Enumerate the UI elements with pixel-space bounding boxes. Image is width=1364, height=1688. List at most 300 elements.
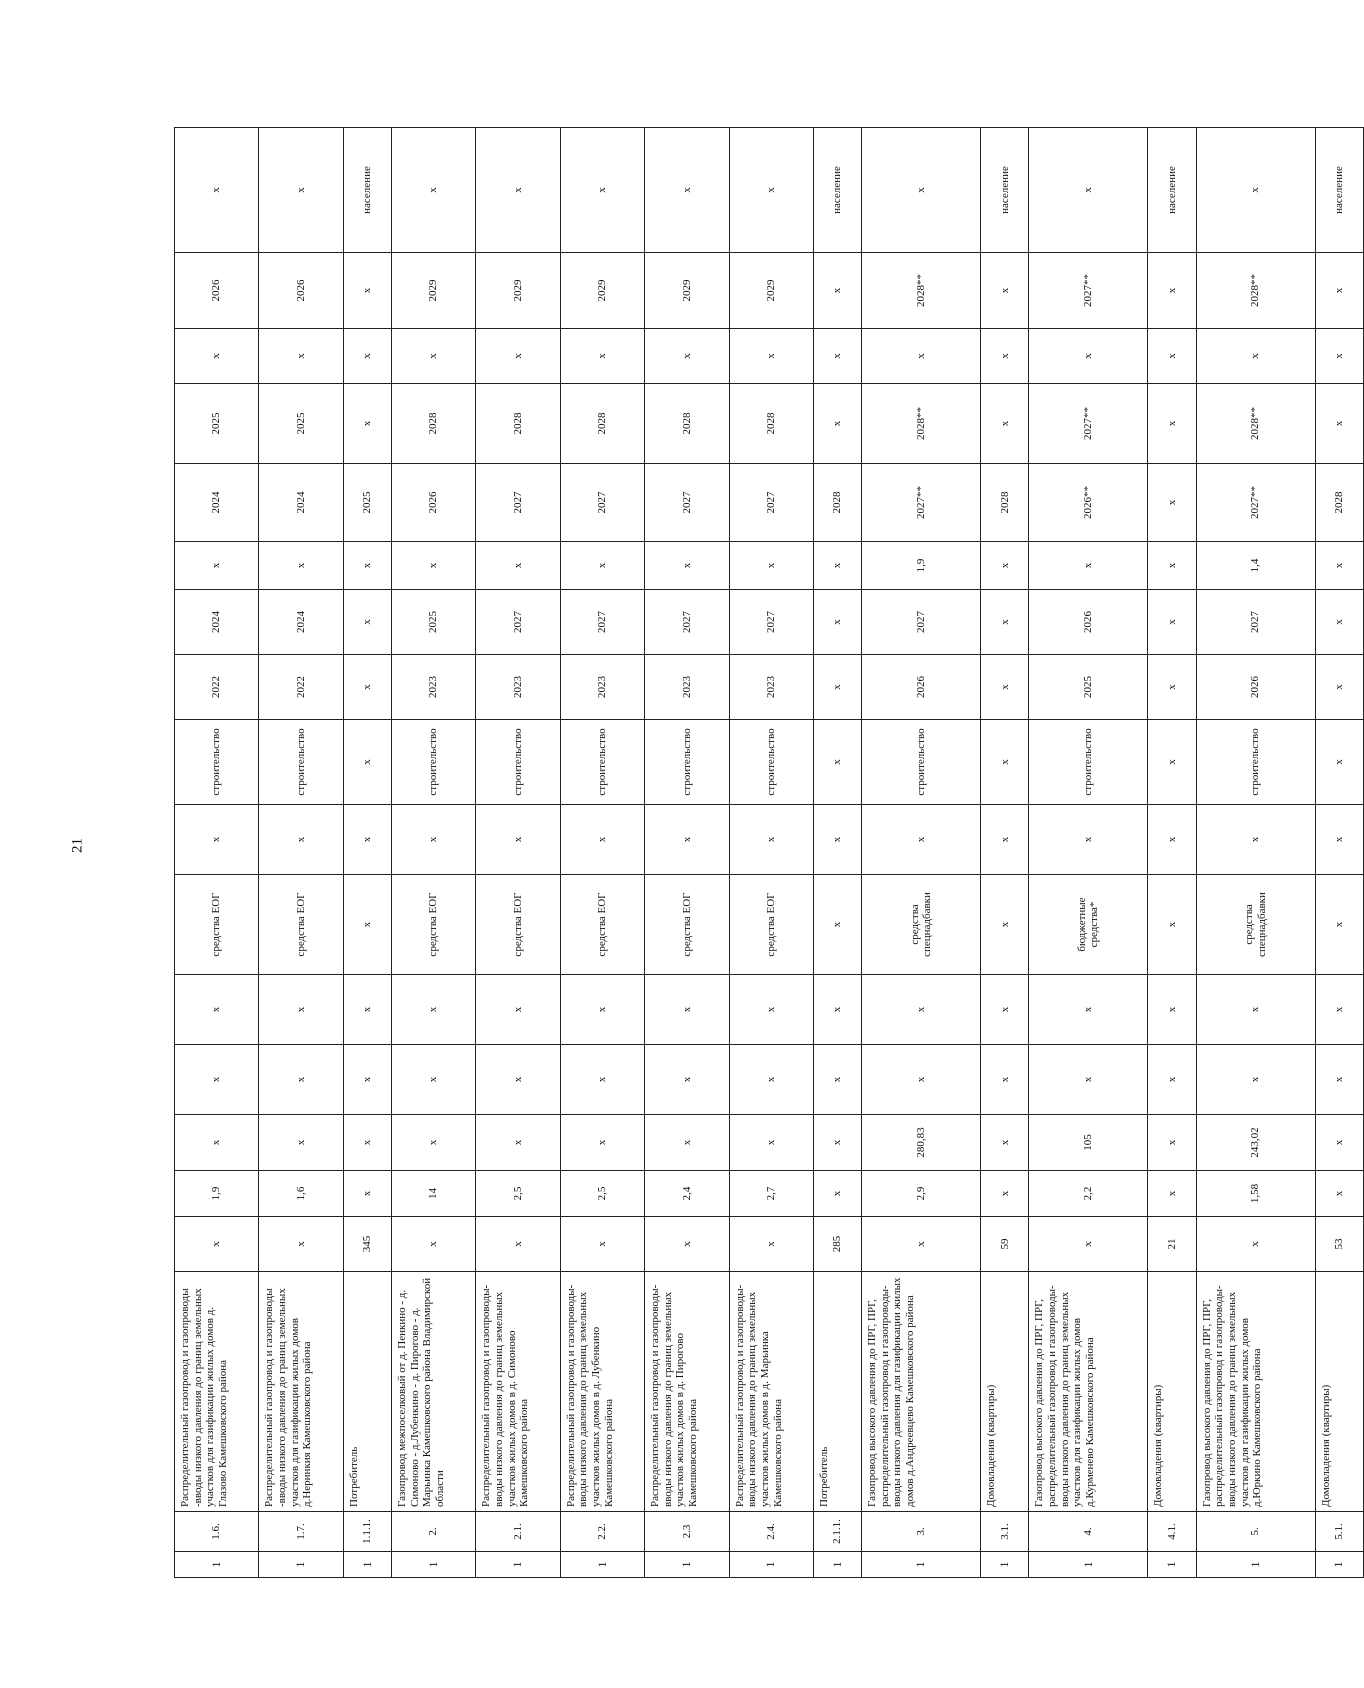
table-cell: 14 bbox=[391, 1171, 475, 1217]
table-cell: 2023 bbox=[729, 655, 813, 720]
table-cell: 2025 bbox=[1029, 655, 1148, 720]
table-cell: 2027 bbox=[1196, 590, 1315, 655]
table-cell: x bbox=[259, 329, 343, 384]
table-cell: x bbox=[175, 542, 259, 590]
table-cell: население bbox=[1315, 128, 1363, 253]
table-cell: 2024 bbox=[175, 590, 259, 655]
table-cell: x bbox=[476, 329, 560, 384]
table-cell: 1 bbox=[645, 1552, 729, 1578]
table-cell: средства спецнадбавки bbox=[1196, 875, 1315, 975]
table-cell: x bbox=[1196, 128, 1315, 253]
table-cell: средства ЕОГ bbox=[729, 875, 813, 975]
table-cell: x bbox=[981, 253, 1029, 329]
table-cell: 2,5 bbox=[560, 1171, 644, 1217]
table-cell: x bbox=[391, 1115, 475, 1171]
table-cell: 2023 bbox=[560, 655, 644, 720]
table-cell: 1.1.1. bbox=[343, 1512, 391, 1552]
table-cell: x bbox=[259, 1045, 343, 1115]
table-cell: население bbox=[1148, 128, 1196, 253]
object-name-cell: Распределительный газопровод и газопроводы -вводы низкого давления до границ земельных участков для газификации жилых домов д.Неринкия Камешковского района bbox=[259, 1272, 343, 1512]
table-body bbox=[175, 128, 1364, 1578]
object-name-cell: Домовладения (квартиры) bbox=[981, 1272, 1029, 1512]
table-cell: 2026 bbox=[1029, 590, 1148, 655]
table-cell: x bbox=[981, 720, 1029, 805]
table-cell: 2026 bbox=[391, 464, 475, 542]
table-cell: 2027** bbox=[1029, 384, 1148, 464]
object-name-cell: Газопровод высокого давления до ПРГ, ПРГ, распределительный газопровод и газопроводы-вводы низкого давления для газификации жилых домов д.Андреевцево Камешковского района bbox=[862, 1272, 981, 1512]
table-cell: x bbox=[1148, 590, 1196, 655]
table-cell: x bbox=[1148, 1171, 1196, 1217]
table-cell: x bbox=[645, 805, 729, 875]
object-name-cell: Газопровод высокого давления до ПРГ, ПРГ, распределительный газопровод и газопроводы-вводы низкого давления до границ земельных участков для газификации жилых домов д.Курменево Камешковского района bbox=[1029, 1272, 1148, 1512]
table-cell: x bbox=[645, 1045, 729, 1115]
table-cell: 1.7. bbox=[259, 1512, 343, 1552]
table-cell: x bbox=[343, 329, 391, 384]
table-cell: строительство bbox=[476, 720, 560, 805]
project-row bbox=[175, 128, 259, 1578]
table-cell: x bbox=[1315, 329, 1363, 384]
table-cell: x bbox=[175, 1217, 259, 1272]
table-cell: 1 bbox=[814, 1552, 862, 1578]
table-cell: x bbox=[560, 1045, 644, 1115]
table-cell: x bbox=[343, 1115, 391, 1171]
table-cell: 2028 bbox=[560, 384, 644, 464]
table-cell: x bbox=[1315, 975, 1363, 1045]
table-cell: 2028 bbox=[729, 384, 813, 464]
table-cell: x bbox=[1315, 384, 1363, 464]
table-cell: 2. bbox=[391, 1512, 475, 1552]
table-cell: 2029 bbox=[729, 253, 813, 329]
table-cell: 1 bbox=[476, 1552, 560, 1578]
table-cell: строительство bbox=[1196, 720, 1315, 805]
table-cell: x bbox=[645, 1115, 729, 1171]
table-cell: 2027** bbox=[1029, 253, 1148, 329]
consumer-row bbox=[814, 128, 862, 1578]
table-cell: x bbox=[391, 975, 475, 1045]
table-cell: строительство bbox=[259, 720, 343, 805]
table-cell: x bbox=[981, 590, 1029, 655]
object-name-cell: Газопровод межпоселковый от д. Пенкино - д. Симоново - д.Лубенкино - д. Пирогово - д. Марьинка Камешковского района Владимирской области bbox=[391, 1272, 475, 1512]
table-cell: 1,58 bbox=[1196, 1171, 1315, 1217]
table-cell: x bbox=[476, 1217, 560, 1272]
table-cell: x bbox=[814, 384, 862, 464]
table-cell: x bbox=[729, 542, 813, 590]
table-cell: средства ЕОГ bbox=[476, 875, 560, 975]
object-name-cell: Потребитель bbox=[343, 1272, 391, 1512]
table-cell: x bbox=[1196, 329, 1315, 384]
table-cell: x bbox=[1148, 655, 1196, 720]
table-cell: x bbox=[175, 975, 259, 1045]
table-cell: 1 bbox=[1196, 1552, 1315, 1578]
table-cell: x bbox=[981, 805, 1029, 875]
table-cell: x bbox=[1148, 975, 1196, 1045]
table-cell: x bbox=[1148, 542, 1196, 590]
table-cell: x bbox=[1315, 1171, 1363, 1217]
table-cell: x bbox=[862, 1045, 981, 1115]
table-cell: x bbox=[981, 542, 1029, 590]
table-cell: x bbox=[1196, 975, 1315, 1045]
table-cell: строительство bbox=[645, 720, 729, 805]
table-cell: 2.3 bbox=[645, 1512, 729, 1552]
table-cell: x bbox=[981, 1045, 1029, 1115]
table-cell: x bbox=[1029, 975, 1148, 1045]
table-cell: 1,9 bbox=[175, 1171, 259, 1217]
table-cell: x bbox=[729, 975, 813, 1045]
table-cell: строительство bbox=[391, 720, 475, 805]
table-cell: x bbox=[343, 1045, 391, 1115]
table-cell: строительство bbox=[862, 720, 981, 805]
table-cell: строительство bbox=[1029, 720, 1148, 805]
table-cell: 2,5 bbox=[476, 1171, 560, 1217]
table-cell: строительство bbox=[729, 720, 813, 805]
table-cell: 2,4 bbox=[645, 1171, 729, 1217]
table-cell: 2029 bbox=[476, 253, 560, 329]
table-cell: x bbox=[1148, 1045, 1196, 1115]
table-cell: 2028 bbox=[981, 464, 1029, 542]
table-cell: x bbox=[729, 128, 813, 253]
table-cell: 2.1.1. bbox=[814, 1512, 862, 1552]
table-cell: 1 bbox=[259, 1552, 343, 1578]
table-cell: x bbox=[175, 1115, 259, 1171]
table-cell: x bbox=[729, 805, 813, 875]
table-cell: 2029 bbox=[645, 253, 729, 329]
table-cell: 1,9 bbox=[862, 542, 981, 590]
table-cell: 345 bbox=[343, 1217, 391, 1272]
project-row bbox=[476, 128, 560, 1578]
table-cell: x bbox=[1315, 542, 1363, 590]
table-cell: x bbox=[175, 128, 259, 253]
project-row bbox=[645, 128, 729, 1578]
table-cell: x bbox=[729, 1045, 813, 1115]
table-cell: x bbox=[1196, 1045, 1315, 1115]
table-cell: x bbox=[1029, 1217, 1148, 1272]
table-cell: x bbox=[981, 384, 1029, 464]
table-cell: 2027 bbox=[729, 590, 813, 655]
table-cell: x bbox=[981, 975, 1029, 1045]
table-cell: 2028 bbox=[1315, 464, 1363, 542]
table-cell: 2028** bbox=[862, 384, 981, 464]
table-cell: 1,4 bbox=[1196, 542, 1315, 590]
table-cell: 1 bbox=[1029, 1552, 1148, 1578]
table-cell: 2029 bbox=[391, 253, 475, 329]
object-name-cell: Домовладения (квартиры) bbox=[1148, 1272, 1196, 1512]
table-cell: x bbox=[259, 1217, 343, 1272]
table-cell: 280,83 bbox=[862, 1115, 981, 1171]
table-cell: x bbox=[560, 805, 644, 875]
object-name-cell: Распределительный газопровод и газопроводы -вводы низкого давления до границ земельных участков для газификации жилых домов д. Глазово Камешковского района bbox=[175, 1272, 259, 1512]
table-cell: x bbox=[391, 1217, 475, 1272]
table-cell: x bbox=[1148, 384, 1196, 464]
table-cell: 2026 bbox=[175, 253, 259, 329]
table-cell: x bbox=[1148, 720, 1196, 805]
table-cell: 1 bbox=[1315, 1552, 1363, 1578]
table-cell: средства ЕОГ bbox=[391, 875, 475, 975]
table-cell: x bbox=[343, 975, 391, 1045]
table-cell: 1 bbox=[391, 1552, 475, 1578]
table-cell: x bbox=[343, 542, 391, 590]
table-cell: x bbox=[981, 1171, 1029, 1217]
table-cell: 1 bbox=[1148, 1552, 1196, 1578]
table-cell: x bbox=[391, 542, 475, 590]
table-cell: x bbox=[814, 329, 862, 384]
object-name-cell: Распределительный газопровод и газопроводы-вводы низкого давления до границ земельных участков жилых домов в д. Симоново Камешковского района bbox=[476, 1272, 560, 1512]
table-cell: x bbox=[1315, 655, 1363, 720]
table-cell: 2027 bbox=[645, 590, 729, 655]
table-cell: 2028 bbox=[476, 384, 560, 464]
table-cell: бюджетные средства* bbox=[1029, 875, 1148, 975]
table-cell: 2,9 bbox=[862, 1171, 981, 1217]
project-row bbox=[560, 128, 644, 1578]
project-row bbox=[391, 128, 475, 1578]
table-cell: x bbox=[343, 655, 391, 720]
table-cell: x bbox=[476, 975, 560, 1045]
table-cell: 1 bbox=[560, 1552, 644, 1578]
table-cell: строительство bbox=[175, 720, 259, 805]
table-cell: 2027** bbox=[862, 464, 981, 542]
table-cell: средства ЕОГ bbox=[175, 875, 259, 975]
table-cell: x bbox=[862, 128, 981, 253]
consumer-row bbox=[343, 128, 391, 1578]
table-cell: 2029 bbox=[560, 253, 644, 329]
table-cell: x bbox=[862, 1217, 981, 1272]
table-cell: 5. bbox=[1196, 1512, 1315, 1552]
table-cell: x bbox=[391, 128, 475, 253]
table-cell: x bbox=[1196, 1217, 1315, 1272]
table-cell: 2026 bbox=[259, 253, 343, 329]
table-cell: 2028 bbox=[814, 464, 862, 542]
table-cell: 2027 bbox=[560, 464, 644, 542]
table-cell: x bbox=[560, 329, 644, 384]
table-cell: x bbox=[391, 1045, 475, 1115]
table-cell: 2026 bbox=[862, 655, 981, 720]
table-cell: 2024 bbox=[259, 464, 343, 542]
table-cell: x bbox=[981, 655, 1029, 720]
table-cell: население bbox=[343, 128, 391, 253]
table-cell: 2025 bbox=[391, 590, 475, 655]
table-cell: x bbox=[1315, 720, 1363, 805]
table-cell: x bbox=[175, 805, 259, 875]
table-cell: 2022 bbox=[175, 655, 259, 720]
table-cell: x bbox=[343, 875, 391, 975]
table-cell: 5.1. bbox=[1315, 1512, 1363, 1552]
table-cell: 2023 bbox=[645, 655, 729, 720]
table-cell: 1 bbox=[862, 1552, 981, 1578]
table-cell: x bbox=[259, 542, 343, 590]
table-cell: x bbox=[1315, 253, 1363, 329]
object-name-cell: Распределительный газопровод и газопроводы-вводы низкого давления до границ земельных участков жилых домов в д. Марьинка Камешковского района bbox=[729, 1272, 813, 1512]
table-cell: 2026 bbox=[1196, 655, 1315, 720]
object-name-cell: Домовладения (квартиры) bbox=[1315, 1272, 1363, 1512]
table-cell: 4. bbox=[1029, 1512, 1148, 1552]
table-cell: x bbox=[981, 875, 1029, 975]
table-cell: x bbox=[343, 590, 391, 655]
table-cell: x bbox=[1029, 1045, 1148, 1115]
table-cell: 2023 bbox=[476, 655, 560, 720]
table-cell: x bbox=[645, 128, 729, 253]
table-cell: 1 bbox=[175, 1552, 259, 1578]
table-cell: 105 bbox=[1029, 1115, 1148, 1171]
table-cell: x bbox=[814, 875, 862, 975]
table-cell: x bbox=[814, 542, 862, 590]
table-cell: x bbox=[862, 805, 981, 875]
table-cell: 2,7 bbox=[729, 1171, 813, 1217]
table-cell: 2022 bbox=[259, 655, 343, 720]
table-cell: 2028** bbox=[862, 253, 981, 329]
table-cell: x bbox=[862, 975, 981, 1045]
object-name-cell: Потребитель bbox=[814, 1272, 862, 1512]
table-cell: 2024 bbox=[259, 590, 343, 655]
table-cell: x bbox=[862, 329, 981, 384]
project-row bbox=[729, 128, 813, 1578]
table-cell: x bbox=[560, 1217, 644, 1272]
table-cell: x bbox=[1148, 329, 1196, 384]
table-cell: x bbox=[391, 805, 475, 875]
page-number: 21 bbox=[69, 838, 86, 853]
table-cell: 59 bbox=[981, 1217, 1029, 1272]
table-cell: x bbox=[1315, 1115, 1363, 1171]
table-cell: x bbox=[1315, 590, 1363, 655]
table-cell: x bbox=[814, 720, 862, 805]
object-name-cell: Газопровод высокого давления до ПРГ, ПРГ, распределительный газопровод и газопроводы-вводы низкого давления до границ земельных участков для газификации жилых домов д.Юркино Камешковского района bbox=[1196, 1272, 1315, 1512]
table-cell: x bbox=[343, 720, 391, 805]
table-cell: x bbox=[1148, 875, 1196, 975]
table-cell: средства ЕОГ bbox=[560, 875, 644, 975]
table-cell: 2.4. bbox=[729, 1512, 813, 1552]
table-cell: x bbox=[1315, 805, 1363, 875]
table-cell: x bbox=[645, 329, 729, 384]
table-cell: 2027 bbox=[560, 590, 644, 655]
table-cell: x bbox=[343, 1171, 391, 1217]
table-cell: x bbox=[729, 1115, 813, 1171]
consumer-row bbox=[1148, 128, 1196, 1578]
table-cell: 2027 bbox=[645, 464, 729, 542]
table-cell: 2028** bbox=[1196, 253, 1315, 329]
table-cell: x bbox=[1148, 805, 1196, 875]
table-cell: x bbox=[1029, 329, 1148, 384]
table-cell: 2027 bbox=[729, 464, 813, 542]
table-cell: 2025 bbox=[175, 384, 259, 464]
table-cell: 2027** bbox=[1196, 464, 1315, 542]
table-cell: x bbox=[476, 542, 560, 590]
project-row bbox=[1196, 128, 1315, 1578]
table-cell: 3.1. bbox=[981, 1512, 1029, 1552]
table-cell: x bbox=[259, 128, 343, 253]
table-cell: 2028 bbox=[645, 384, 729, 464]
table-cell: x bbox=[259, 975, 343, 1045]
table-cell: население bbox=[981, 128, 1029, 253]
table-cell: средства ЕОГ bbox=[259, 875, 343, 975]
table-cell: x bbox=[981, 329, 1029, 384]
table-cell: 2027 bbox=[476, 590, 560, 655]
table-cell: x bbox=[1148, 253, 1196, 329]
gasification-program-table bbox=[174, 127, 1364, 1578]
table-cell: x bbox=[1029, 805, 1148, 875]
table-cell: 2026** bbox=[1029, 464, 1148, 542]
table-cell: 1,6 bbox=[259, 1171, 343, 1217]
table-cell: x bbox=[814, 590, 862, 655]
table-cell: x bbox=[560, 128, 644, 253]
table-cell: 2024 bbox=[175, 464, 259, 542]
table-cell: x bbox=[1315, 1045, 1363, 1115]
table-cell: x bbox=[645, 542, 729, 590]
project-row bbox=[862, 128, 981, 1578]
table-cell: x bbox=[476, 128, 560, 253]
table-cell: 2,2 bbox=[1029, 1171, 1148, 1217]
table-cell: 2.1. bbox=[476, 1512, 560, 1552]
table-cell: x bbox=[814, 253, 862, 329]
table-cell: x bbox=[560, 542, 644, 590]
table-cell: x bbox=[1148, 1115, 1196, 1171]
object-name-cell: Распределительный газопровод и газопроводы-вводы низкого давления до границ земельных участков жилых домов в д. Пирогово Камешковского района bbox=[645, 1272, 729, 1512]
table-cell: x bbox=[1029, 542, 1148, 590]
table-cell: x bbox=[1148, 464, 1196, 542]
project-row bbox=[259, 128, 343, 1578]
table-cell: x bbox=[814, 1171, 862, 1217]
table-cell: средства ЕОГ bbox=[645, 875, 729, 975]
table-cell: 2028** bbox=[1196, 384, 1315, 464]
table-cell: 2.2. bbox=[560, 1512, 644, 1552]
table-cell: строительство bbox=[560, 720, 644, 805]
table-cell: x bbox=[814, 805, 862, 875]
table-cell: население bbox=[814, 128, 862, 253]
table-cell: x bbox=[981, 1115, 1029, 1171]
table-cell: 2025 bbox=[259, 384, 343, 464]
table-cell: x bbox=[343, 384, 391, 464]
table-cell: 3. bbox=[862, 1512, 981, 1552]
table-cell: x bbox=[175, 1045, 259, 1115]
table-cell: 243,02 bbox=[1196, 1115, 1315, 1171]
table-cell: x bbox=[343, 253, 391, 329]
table-cell: 1 bbox=[343, 1552, 391, 1578]
table-cell: 21 bbox=[1148, 1217, 1196, 1272]
table-cell: 2027 bbox=[862, 590, 981, 655]
table-cell: 4.1. bbox=[1148, 1512, 1196, 1552]
table-cell: x bbox=[645, 1217, 729, 1272]
table-cell: 2025 bbox=[343, 464, 391, 542]
table-cell: x bbox=[259, 805, 343, 875]
table-cell: x bbox=[343, 805, 391, 875]
table-cell: 285 bbox=[814, 1217, 862, 1272]
table-cell: x bbox=[729, 1217, 813, 1272]
table-cell: x bbox=[175, 329, 259, 384]
table-cell: x bbox=[1029, 128, 1148, 253]
table-cell: x bbox=[476, 805, 560, 875]
table-cell: x bbox=[1315, 875, 1363, 975]
consumer-row bbox=[1315, 128, 1363, 1578]
table-cell: средства спецнадбавки bbox=[862, 875, 981, 975]
table-cell: x bbox=[814, 975, 862, 1045]
table-cell: x bbox=[560, 975, 644, 1045]
table-cell: x bbox=[814, 655, 862, 720]
table-cell: x bbox=[259, 1115, 343, 1171]
table-cell: x bbox=[814, 1045, 862, 1115]
table-cell: 2028 bbox=[391, 384, 475, 464]
project-row bbox=[1029, 128, 1148, 1578]
table-cell: x bbox=[1196, 805, 1315, 875]
table-cell: 1 bbox=[729, 1552, 813, 1578]
object-name-cell: Распределительный газопровод и газопроводы-вводы низкого давления до границ земельных участков жилых домов в д. Лубенкино Камешковского района bbox=[560, 1272, 644, 1512]
table-cell: 1.6. bbox=[175, 1512, 259, 1552]
table-cell: x bbox=[645, 975, 729, 1045]
rotated-table-wrapper bbox=[174, 128, 1364, 1578]
table-cell: x bbox=[560, 1115, 644, 1171]
consumer-row bbox=[981, 128, 1029, 1578]
table-cell: 1 bbox=[981, 1552, 1029, 1578]
table-cell: 2027 bbox=[476, 464, 560, 542]
table-cell: 2023 bbox=[391, 655, 475, 720]
table-cell: x bbox=[476, 1115, 560, 1171]
table-cell: x bbox=[476, 1045, 560, 1115]
